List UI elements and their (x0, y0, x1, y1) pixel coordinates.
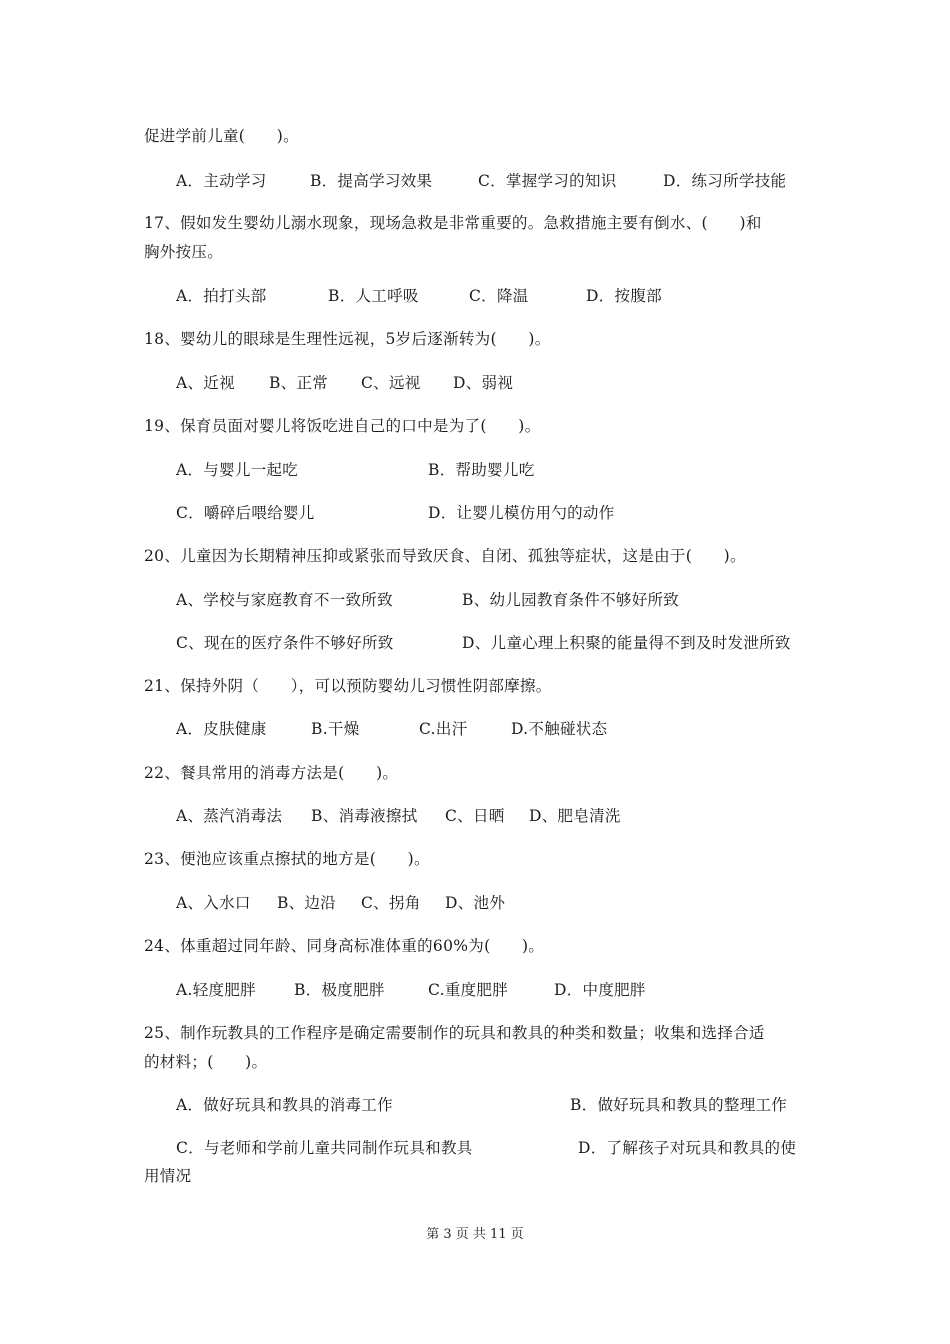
question-23-option-b: B、边沿 (277, 894, 337, 912)
question-16-option-d: D．练习所学技能 (663, 172, 787, 190)
question-18-option-d: D、弱视 (453, 374, 514, 392)
question-16-option-b: B．提高学习效果 (310, 172, 433, 190)
question-24-stem: 24、体重超过同年龄、同身高标准体重的60%为( )。 (144, 937, 545, 955)
question-24-option-b: B．极度肥胖 (294, 981, 385, 999)
question-25-option-d: D．了解孩子对玩具和教具的使 (578, 1139, 797, 1157)
question-21-stem: 21、保持外阴（ ），可以预防婴幼儿习惯性阴部摩擦。 (144, 677, 552, 695)
question-21-option-b: B.干燥 (311, 720, 360, 738)
question-22-option-a: A、蒸汽消毒法 (176, 807, 283, 825)
question-19-stem: 19、保育员面对婴儿将饭吃进自己的口中是为了( )。 (144, 417, 541, 435)
question-20-option-d: D、儿童心理上积聚的能量得不到及时发泄所致 (462, 634, 791, 652)
question-25-option-b: B．做好玩具和教具的整理工作 (570, 1096, 788, 1114)
question-19-option-b: B．帮助婴儿吃 (428, 461, 535, 479)
question-17-option-d: D．按腹部 (586, 287, 662, 305)
question-20-stem: 20、儿童因为长期精神压抑或紧张而导致厌食、自闭、孤独等症状，这是由于( )。 (144, 547, 746, 565)
question-21-option-c: C.出汗 (419, 720, 468, 738)
question-22-option-d: D、肥皂清洗 (529, 807, 621, 825)
question-23-option-d: D、池外 (445, 894, 506, 912)
question-25-option-a: A．做好玩具和教具的消毒工作 (176, 1096, 393, 1114)
question-17-stem: 17、假如发生婴幼儿溺水现象，现场急救是非常重要的。急救措施主要有倒水、( )和 (144, 214, 762, 232)
question-22-stem: 22、餐具常用的消毒方法是( )。 (144, 764, 399, 782)
question-22-option-c: C、日晒 (445, 807, 505, 825)
question-17-option-b: B．人工呼吸 (328, 287, 419, 305)
question-18-option-a: A、近视 (176, 374, 235, 392)
question-20-option-a: A、学校与家庭教育不一致所致 (176, 591, 393, 609)
question-25-stem: 25、制作玩教具的工作程序是确定需要制作的玩具和教具的种类和数量；收集和选择合适 (144, 1024, 765, 1042)
question-17-option-a: A．拍打头部 (176, 287, 267, 305)
question-25-option-c: C．与老师和学前儿童共同制作玩具和教具 (176, 1139, 473, 1157)
page-number: 第 3 页 共 11 页 (426, 1227, 524, 1242)
question-17-option-c: C．降温 (469, 287, 529, 305)
question-24-option-c: C.重度肥胖 (428, 981, 509, 999)
question-17-stem-line2: 胸外按压。 (144, 243, 224, 261)
question-19-option-c: C．嚼碎后喂给婴儿 (176, 504, 315, 522)
question-20-option-c: C、现在的医疗条件不够好所致 (176, 634, 394, 652)
question-19-option-a: A．与婴儿一起吃 (176, 461, 299, 479)
question-19-option-d: D．让婴儿模仿用勺的动作 (428, 504, 615, 522)
question-18-option-c: C、远视 (361, 374, 421, 392)
question-21-option-d: D.不触碰状态 (511, 720, 608, 738)
question-18-option-b: B、正常 (269, 374, 329, 392)
question-16-option-c: C．掌握学习的知识 (478, 172, 617, 190)
question-25-stem-line2: 的材料；( )。 (144, 1053, 268, 1071)
question-23-stem: 23、便池应该重点擦拭的地方是( )。 (144, 850, 430, 868)
question-20-option-b: B、幼儿园教育条件不够好所致 (462, 591, 680, 609)
question-22-option-b: B、消毒液擦拭 (311, 807, 418, 825)
question-23-option-c: C、拐角 (361, 894, 421, 912)
question-16-option-a: A．主动学习 (176, 172, 267, 190)
question-23-option-a: A、入水口 (176, 894, 251, 912)
question-25-option-d-continued: 用情况 (144, 1167, 192, 1185)
question-18-stem: 18、婴幼儿的眼球是生理性远视，5岁后逐渐转为( )。 (144, 330, 551, 348)
question-21-option-a: A．皮肤健康 (176, 720, 267, 738)
question-16-stem-continued: 促进学前儿童( )。 (144, 127, 299, 145)
question-24-option-a: A.轻度肥胖 (176, 981, 256, 999)
question-24-option-d: D．中度肥胖 (554, 981, 646, 999)
